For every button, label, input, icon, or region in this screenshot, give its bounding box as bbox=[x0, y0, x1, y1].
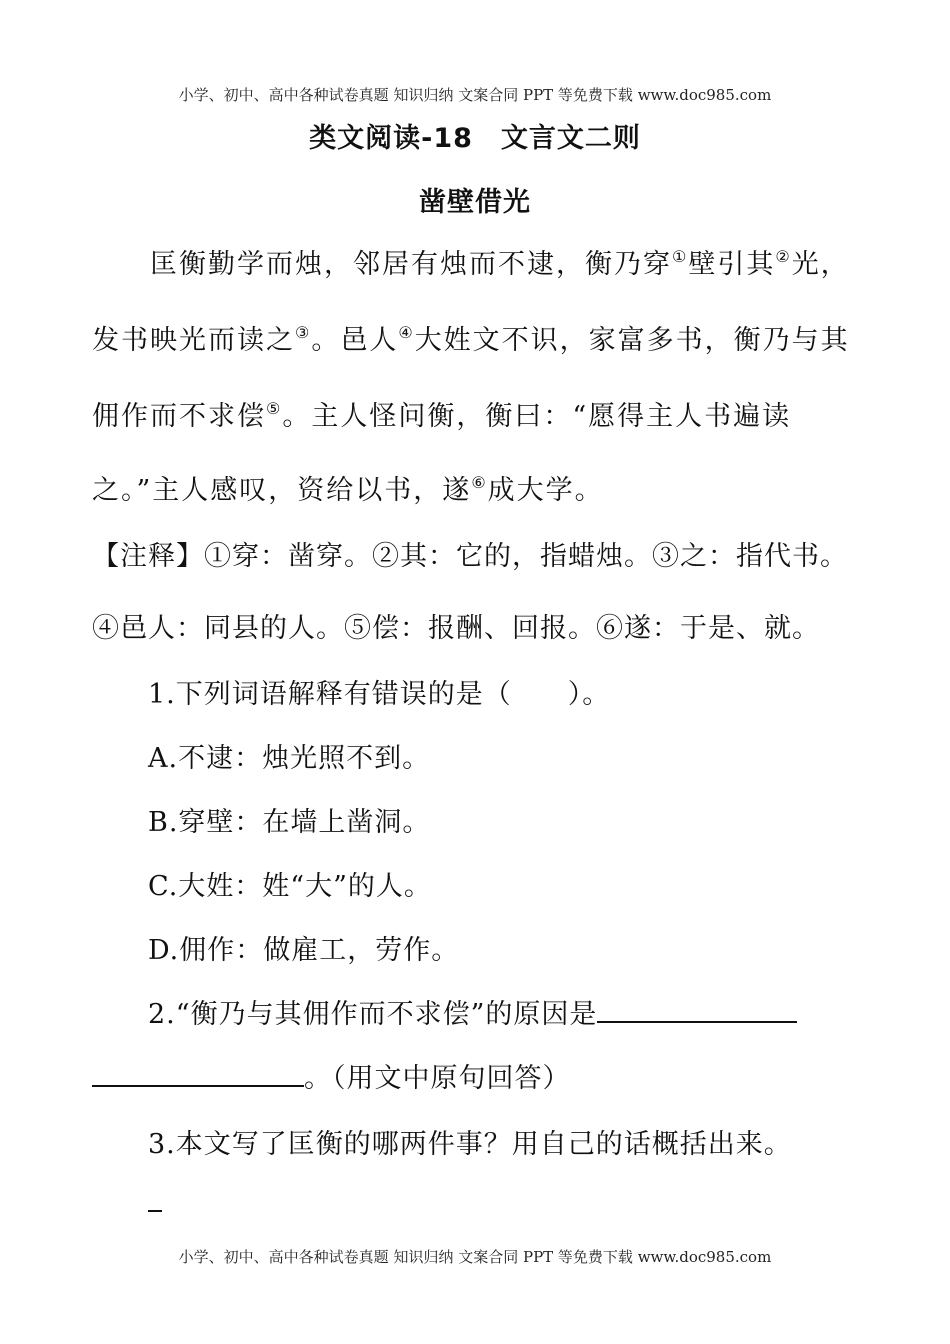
question-1: 1.下列词语解释有错误的是（ ）。 bbox=[148, 679, 611, 710]
passage-line-1: 匡衡勤学而烛，邻居有烛而不逮，衡乃穿①壁引其②光， bbox=[150, 247, 850, 280]
note-marker-6: ⑥ bbox=[471, 473, 488, 492]
question-2-cont: 。（用文中原句回答） bbox=[92, 1056, 892, 1095]
answer-line-stub[interactable] bbox=[148, 1210, 162, 1212]
answer-blank[interactable] bbox=[597, 1017, 797, 1023]
option-d: D.佣作：做雇工，劳作。 bbox=[148, 935, 460, 966]
page-header: 小学、初中、高中各种试卷真题 知识归纳 文案合同 PPT 等免费下载 www.doc985.com bbox=[178, 86, 772, 104]
note-marker-5: ⑤ bbox=[266, 399, 283, 418]
note-marker-4: ④ bbox=[398, 323, 415, 342]
notes-line-1: 【注释】①穿：凿穿。②其：它的，指蜡烛。③之：指代书。 bbox=[92, 541, 848, 572]
page-footer: 小学、初中、高中各种试卷真题 知识归纳 文案合同 PPT 等免费下载 www.doc985.com bbox=[178, 1248, 772, 1266]
question-3: 3.本文写了匡衡的哪两件事？用自己的话概括出来。 bbox=[148, 1129, 792, 1160]
question-2: 2.“衡乃与其佣作而不求偿”的原因是 bbox=[148, 992, 948, 1031]
option-b: B.穿壁：在墙上凿洞。 bbox=[148, 807, 431, 838]
passage-line-4: 之。”主人感叹，资给以书，遂⑥成大学。 bbox=[92, 473, 604, 506]
notes-line-2: ④邑人：同县的人。⑤偿：报酬、回报。⑥遂：于是、就。 bbox=[92, 613, 820, 644]
option-a: A.不逮：烛光照不到。 bbox=[148, 743, 431, 774]
option-c: C.大姓：姓“大”的人。 bbox=[148, 871, 432, 902]
passage-line-2: 发书映光而读之③。邑人④大姓文不识，家富多书，衡乃与其 bbox=[92, 323, 850, 356]
page-title: 类文阅读-18 文言文二则 bbox=[309, 123, 641, 154]
answer-blank-cont[interactable] bbox=[92, 1081, 304, 1087]
passage-title: 凿壁借光 bbox=[419, 187, 531, 218]
note-marker-1: ① bbox=[672, 247, 689, 266]
passage-line-3: 佣作而不求偿⑤。主人怪问衡，衡曰：“愿得主人书遍读 bbox=[92, 399, 792, 432]
note-marker-2: ② bbox=[775, 247, 792, 266]
note-marker-3: ③ bbox=[295, 323, 312, 342]
